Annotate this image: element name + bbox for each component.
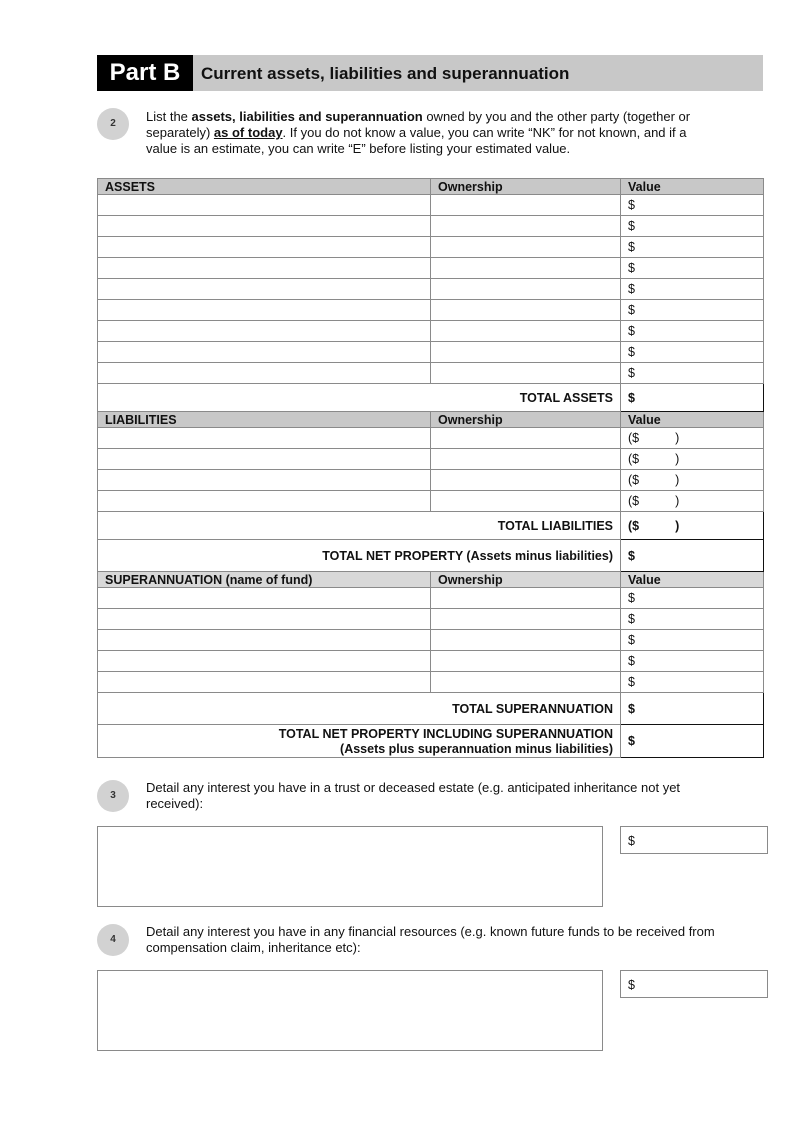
net-including-super-label-line1: TOTAL NET PROPERTY INCLUDING SUPERANNUATION (278, 726, 613, 741)
net-including-super-label (98, 725, 621, 758)
paren-open: ($ (628, 494, 640, 508)
fund-name-field[interactable] (98, 630, 431, 651)
fund-name-field[interactable] (98, 672, 431, 693)
asset-description-field[interactable] (98, 300, 431, 321)
fund-name-field[interactable] (98, 609, 431, 630)
liabilities-value-header: Value (621, 412, 764, 428)
liability-description-field[interactable] (98, 449, 431, 470)
total-liabilities-label: TOTAL LIABILITIES (98, 512, 621, 540)
paren-close: ) (675, 431, 680, 445)
superannuation-value-header: Value (621, 572, 764, 588)
superannuation-row (98, 651, 764, 672)
asset-ownership-field[interactable] (431, 258, 621, 279)
asset-row (98, 300, 764, 321)
net-property-field[interactable]: $ (621, 540, 764, 572)
fund-value-field[interactable]: $ (621, 609, 764, 630)
asset-ownership-field[interactable] (431, 195, 621, 216)
asset-value-field[interactable]: $ (621, 342, 764, 363)
asset-description-field[interactable] (98, 195, 431, 216)
asset-value-field[interactable]: $ (621, 258, 764, 279)
paren-close: ) (675, 473, 680, 487)
q2-text-part: owned by you and the other party (together or separately) (146, 109, 691, 140)
assets-ownership-header: Ownership (431, 179, 621, 195)
asset-ownership-field[interactable] (431, 321, 621, 342)
fund-ownership-field[interactable] (431, 609, 621, 630)
asset-row (98, 342, 764, 363)
liabilities-header-row (98, 412, 764, 428)
part-header (97, 55, 763, 91)
total-assets-field[interactable]: $ (621, 384, 764, 412)
financial-resources-amount-field[interactable]: $ (620, 970, 768, 998)
paren-open: ($ (628, 452, 640, 466)
paren-open: ($ (628, 473, 640, 487)
question-4-text: Detail any interest you have in any financial resources (e.g. known future funds to be received from compensation claim, inheritance etc): (146, 924, 715, 955)
fund-ownership-field[interactable] (431, 651, 621, 672)
asset-row (98, 195, 764, 216)
q2-bold-part: assets, liabilities and superannuation (191, 109, 423, 124)
liabilities-ownership-header: Ownership (431, 412, 621, 428)
asset-value-field[interactable]: $ (621, 363, 764, 384)
q2-text-part: List the (146, 109, 192, 124)
assets-value-header: Value (621, 179, 764, 195)
superannuation-header: SUPERANNUATION (name of fund) (98, 572, 431, 588)
question-2-text (146, 109, 706, 157)
asset-row (98, 237, 764, 258)
paren-close: ) (675, 518, 680, 533)
asset-description-field[interactable] (98, 216, 431, 237)
asset-description-field[interactable] (98, 321, 431, 342)
trust-estate-detail-field[interactable] (97, 826, 603, 907)
question-number-4: 4 (97, 924, 129, 956)
paren-close: ) (675, 494, 680, 508)
liability-ownership-field[interactable] (431, 470, 621, 491)
assets-liabilities-table (97, 178, 764, 758)
net-property-label: TOTAL NET PROPERTY (Assets minus liabilities) (98, 540, 621, 572)
superannuation-row (98, 672, 764, 693)
net-including-super-field[interactable]: $ (621, 725, 764, 758)
liability-description-field[interactable] (98, 428, 431, 449)
liability-value-field[interactable] (621, 428, 764, 449)
liability-value-field[interactable] (621, 449, 764, 470)
fund-name-field[interactable] (98, 651, 431, 672)
total-superannuation-label: TOTAL SUPERANNUATION (98, 693, 621, 725)
q2-text-part: . If you do not know a value, you can write “NK” for not known, and if a value is an estimate, you can write “E” before listing your estimated value. (146, 125, 687, 156)
superannuation-row (98, 609, 764, 630)
q2-underlined-part: as of today (213, 125, 283, 140)
total-assets-label: TOTAL ASSETS (98, 384, 621, 412)
asset-row (98, 216, 764, 237)
trust-estate-amount-field[interactable]: $ (620, 826, 768, 854)
asset-row (98, 321, 764, 342)
liability-row (98, 470, 764, 491)
total-assets-row (98, 384, 764, 412)
financial-resources-detail-field[interactable] (97, 970, 603, 1051)
asset-value-field[interactable]: $ (621, 216, 764, 237)
asset-ownership-field[interactable] (431, 237, 621, 258)
fund-name-field[interactable] (98, 588, 431, 609)
liability-row (98, 491, 764, 512)
asset-ownership-field[interactable] (431, 342, 621, 363)
question-number-3: 3 (97, 780, 129, 812)
asset-value-field[interactable]: $ (621, 279, 764, 300)
fund-value-field[interactable]: $ (621, 630, 764, 651)
asset-description-field[interactable] (98, 258, 431, 279)
total-liabilities-field[interactable] (621, 512, 764, 540)
asset-description-field[interactable] (98, 363, 431, 384)
net-including-super-row (98, 725, 764, 758)
assets-header: ASSETS (98, 179, 431, 195)
asset-row (98, 258, 764, 279)
asset-row (98, 279, 764, 300)
liability-description-field[interactable] (98, 491, 431, 512)
asset-description-field[interactable] (98, 237, 431, 258)
superannuation-ownership-header: Ownership (431, 572, 621, 588)
asset-value-field[interactable]: $ (621, 195, 764, 216)
liability-row (98, 428, 764, 449)
net-including-super-label-line2: (Assets plus superannuation minus liabilities) (340, 741, 613, 756)
fund-value-field[interactable]: $ (621, 588, 764, 609)
total-superannuation-row (98, 693, 764, 725)
liability-ownership-field[interactable] (431, 449, 621, 470)
net-property-row (98, 540, 764, 572)
paren-close: ) (675, 452, 680, 466)
part-tag: Part B (97, 55, 193, 91)
question-3-text: Detail any interest you have in a trust or deceased estate (e.g. anticipated inheritance not yet received): (146, 780, 681, 811)
asset-value-field[interactable]: $ (621, 321, 764, 342)
liability-description-field[interactable] (98, 470, 431, 491)
asset-ownership-field[interactable] (431, 363, 621, 384)
asset-value-field[interactable]: $ (621, 237, 764, 258)
paren-open: ($ (628, 431, 640, 445)
asset-description-field[interactable] (98, 342, 431, 363)
asset-description-field[interactable] (98, 279, 431, 300)
fund-value-field[interactable]: $ (621, 651, 764, 672)
asset-value-field[interactable]: $ (621, 300, 764, 321)
fund-value-field[interactable]: $ (621, 672, 764, 693)
asset-ownership-field[interactable] (431, 300, 621, 321)
asset-row (98, 363, 764, 384)
assets-header-row (98, 179, 764, 195)
liability-ownership-field[interactable] (431, 428, 621, 449)
fund-ownership-field[interactable] (431, 588, 621, 609)
liability-value-field[interactable] (621, 491, 764, 512)
liability-row (98, 449, 764, 470)
total-superannuation-field[interactable]: $ (621, 693, 764, 725)
asset-ownership-field[interactable] (431, 279, 621, 300)
question-number-2: 2 (97, 108, 129, 140)
fund-ownership-field[interactable] (431, 672, 621, 693)
part-title: Current assets, liabilities and superannuation (201, 64, 570, 83)
paren-open: ($ (628, 518, 640, 533)
liability-ownership-field[interactable] (431, 491, 621, 512)
fund-ownership-field[interactable] (431, 630, 621, 651)
liabilities-header: LIABILITIES (98, 412, 431, 428)
superannuation-row (98, 588, 764, 609)
superannuation-row (98, 630, 764, 651)
asset-ownership-field[interactable] (431, 216, 621, 237)
total-liabilities-row (98, 512, 764, 540)
liability-value-field[interactable] (621, 470, 764, 491)
superannuation-header-row (98, 572, 764, 588)
